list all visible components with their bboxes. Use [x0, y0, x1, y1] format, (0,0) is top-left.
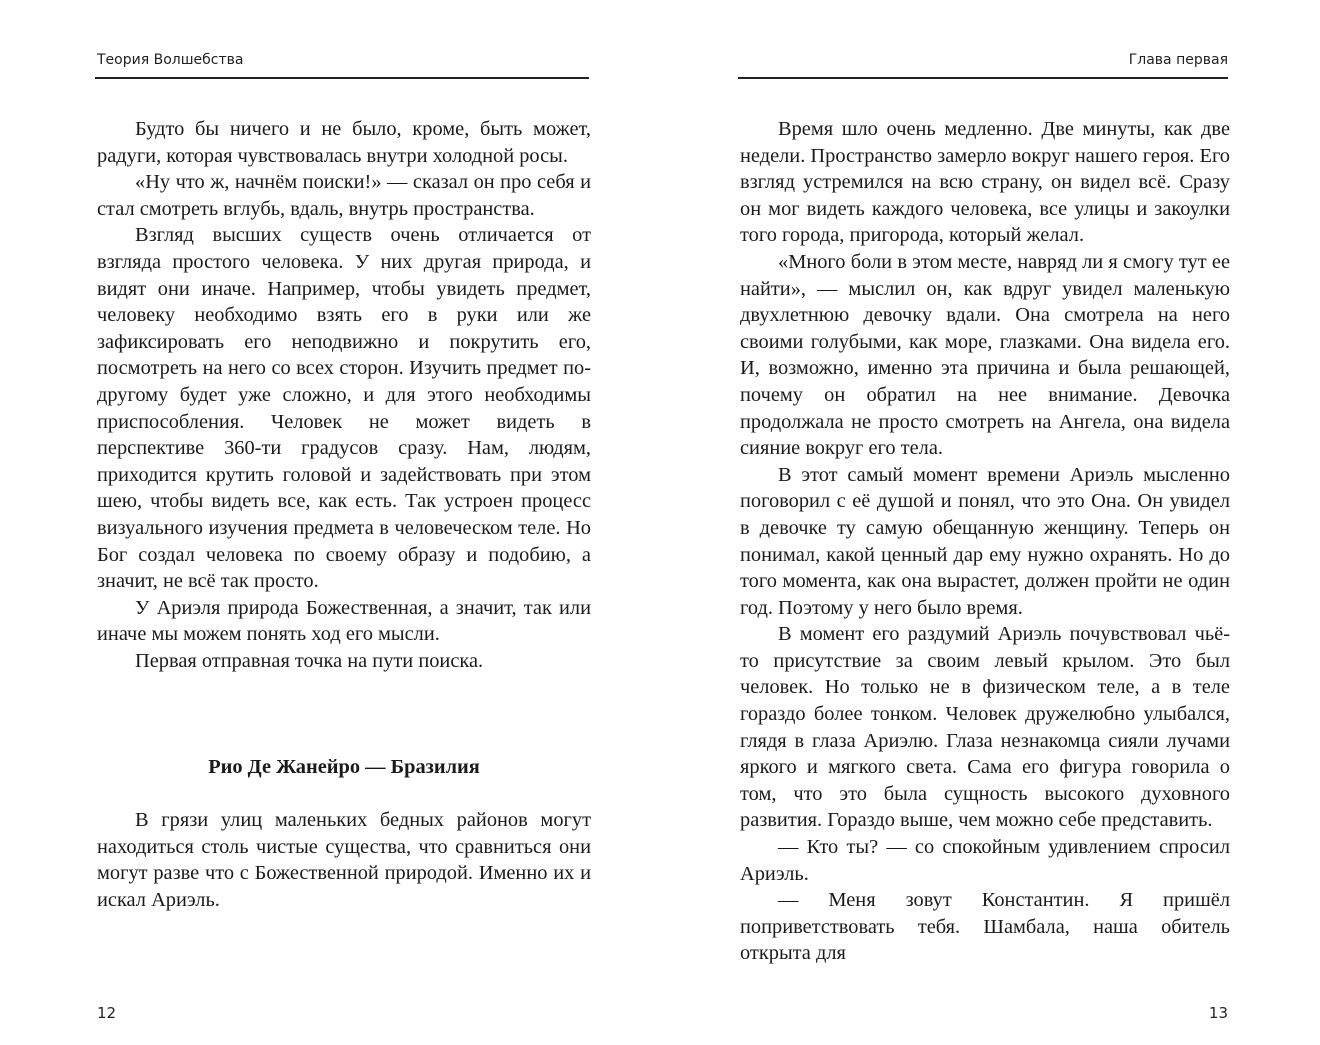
paragraph: — Меня зовут Константин. Я пришёл поприветствовать тебя. Шамбала, наша обитель открыта для	[740, 889, 1230, 965]
paragraph: «Ну что ж, начнём поиски!» — сказал он про себя и стал смотреть вглубь, вдаль, внутрь пространства.	[97, 171, 591, 220]
paragraph: Взгляд высших существ очень отличается от взгляда простого человека. У них другая природа, и видят они иначе. Например, чтобы увидеть предмет, человеку необходимо взять его в руки или же зафиксировать его неподвижно и покрутить его, посмотреть на него со всех сторон. Изучить предмет по-другому будет уже сложно, и для этого необходимы приспособления. Человек не может видеть в перспективе 360-ти градусов сразу. Нам, людям, приходится крутить головой и задействовать при этом шею, чтобы видеть все, как есть. Так устроен процесс визуального изучения предмета в человеческом теле. Но Бог создал человека по своему образу и подобию, а значит, не всё так просто.	[97, 224, 591, 593]
paragraph: Первая отправная точка на пути поиска.	[135, 649, 484, 672]
running-head-book-title: Теория Волшебства	[97, 52, 244, 68]
paragraph: В этот самый момент времени Ариэль мысленно поговорил с её душой и понял, что это Она. Он увидел в девочке ту самую обещанную женщину. Теперь он понимал, какой ценный дар ему нужно охранять. Но до того момента, как она вырастет, должен пройти не один год. Поэтому у него было время.	[740, 463, 1230, 619]
paragraph: «Много боли в этом месте, навряд ли я смогу тут ее найти», — мыслил он, как вдруг увидел маленькую двухлетнюю девочку вдали. Она смотрела на него своими голубыми, как море, глазками. Она видела его. И, возможно, именно эта причина и была решающей, почему он обратил на нее внимание. Девочка продолжала не просто смотреть на Ангела, она видела сияние вокруг его тела.	[740, 250, 1230, 460]
right-page-body	[740, 116, 1230, 967]
page-number: 13	[1208, 1004, 1228, 1022]
paragraph: Время шло очень медленно. Две минуты, как две недели. Пространство замерло вокруг нашего героя. Его взгляд устремился на всю страну, он видел всё. Сразу он мог видеть каждого человека, все улицы и закоулки того города, пригорода, который желал.	[740, 118, 1230, 247]
left-page-body	[97, 116, 591, 913]
header-rule	[738, 77, 1228, 79]
paragraph: Будто бы ничего и не было, кроме, быть может, радуги, которая чувствовалась внутри холодной росы.	[97, 118, 591, 167]
running-head-chapter-title: Глава первая	[1128, 52, 1228, 68]
paragraph: В момент его раздумий Ариэль почувствовал чьё-то присутствие за своим левый крылом. Это был человек. Но только не в физическом теле, а в теле гораздо более тонком. Человек дружелюбно улыбался, глядя в глаза Ариэлю. Глаза незнакомца сияли лучами яркого и мягкого света. Сама его фигура говорила о том, что это была сущность высокого духовного развития. Гораздо выше, чем можно себе представить.	[740, 623, 1230, 832]
paragraph: — Кто ты? — со спокойным удивлением спросил Ариэль.	[740, 836, 1230, 885]
paragraph: В грязи улиц маленьких бедных районов могут находиться столь чистые существа, что сравниться они могут разве что с Божественной природой. Именно их и искал Ариэль.	[97, 809, 591, 911]
right-page	[660, 0, 1320, 1045]
paragraph: У Ариэля природа Божественная, а значит, так или иначе мы можем понять ход его мысли.	[97, 596, 591, 646]
page-number: 12	[97, 1004, 117, 1022]
header-rule	[95, 77, 589, 79]
section-subheading: Рио Де Жанейро — Бразилия	[208, 756, 480, 779]
